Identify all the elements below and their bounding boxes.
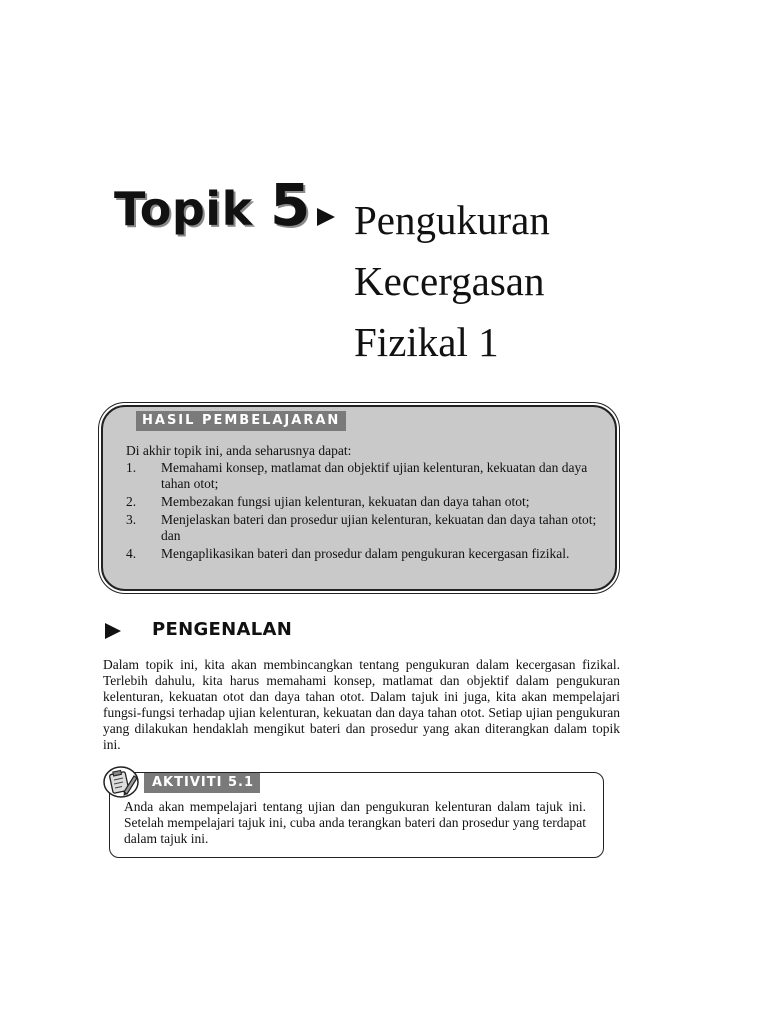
activity-tab: AKTIVITI 5.1: [144, 773, 260, 793]
activity-text: Anda akan mempelajari tentang ujian dan pengukuran kelenturan dalam tajuk ini. Setelah mempelajari tajuk ini, cuba anda terangkan bateri dan prosedur yang terdapat dalam tajuk ini.: [124, 799, 586, 846]
list-item-number: 2.: [126, 494, 137, 509]
list-item-number: 1.: [126, 460, 137, 475]
list-item: [126, 494, 606, 510]
learning-outcomes-list: [126, 460, 606, 564]
topic-number: 5: [270, 171, 311, 239]
clipboard-pencil-icon: [102, 764, 140, 800]
section-heading: PENGENALAN: [152, 619, 293, 640]
chapter-title-line: Pengukuran: [354, 197, 550, 243]
section-arrow-icon: [104, 622, 122, 640]
intro-paragraph: Dalam topik ini, kita akan membincangkan tentang pengukuran dalam kecergasan fizikal. Terlebih dahulu, kita harus memahami konsep, matlamat dan objektif dalam pengukuran kelenturan, kekuatan otot dan daya tahan otot. Dalam tajuk ini juga, kita akan mempelajari fungsi-fungsi terhadap ujian kelenturan, kekuatan dan daya tahan otot. Setiap ujian pengukuran yang dilakukan hendaklah mengikut bateri dan prosedur yang akan diterangkan dalam topik ini.: [103, 657, 620, 752]
list-item-text: Mengaplikasikan bateri dan prosedur dalam pengukuran kecergasan fizikal.: [161, 546, 570, 561]
chapter-title: [354, 190, 734, 373]
chapter-title-line: Fizikal 1: [354, 319, 499, 365]
list-item-text: Memahami konsep, matlamat dan objektif ujian kelenturan, kekuatan dan daya tahan otot;: [161, 460, 588, 491]
list-item: [126, 460, 606, 492]
learning-outcomes-tab: HASIL PEMBELAJARAN: [136, 411, 346, 431]
list-item: [126, 512, 606, 544]
list-item-text: Menjelaskan bateri dan prosedur ujian kelenturan, kekuatan dan daya tahan otot; dan: [161, 512, 597, 543]
list-item-number: 4.: [126, 546, 137, 561]
list-item-text: Membezakan fungsi ujian kelenturan, kekuatan dan daya tahan otot;: [161, 494, 530, 509]
triangle-arrow-icon: [315, 206, 337, 228]
list-item: [126, 546, 606, 562]
list-item-number: 3.: [126, 512, 137, 527]
chapter-title-line: Kecergasan: [354, 258, 545, 304]
learning-outcomes-intro: Di akhir topik ini, anda seharusnya dapat:: [126, 443, 352, 458]
topic-label: Topik: [114, 182, 253, 236]
